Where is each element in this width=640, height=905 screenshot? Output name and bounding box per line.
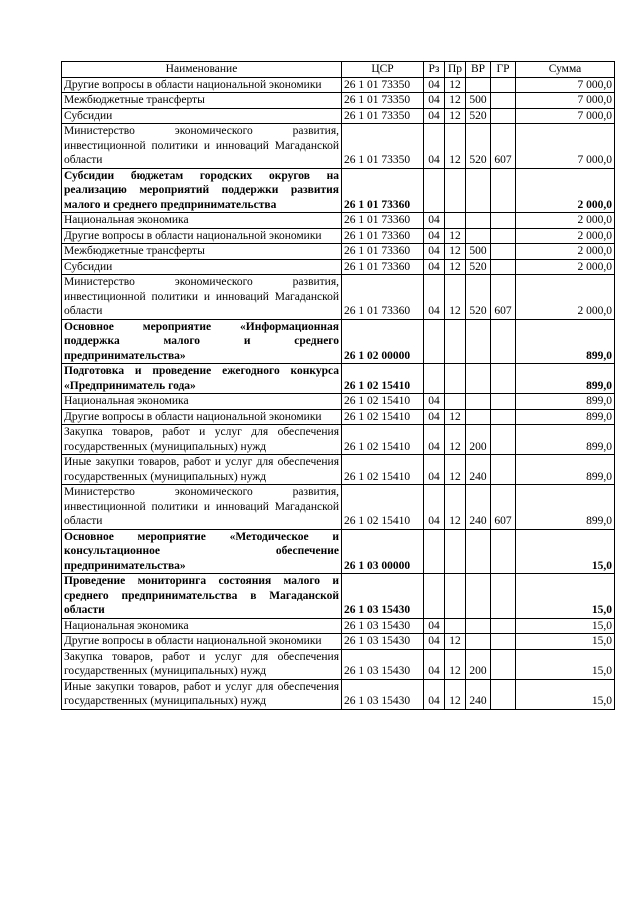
cell-csr: 26 1 02 15410 <box>342 455 424 485</box>
cell-gr <box>491 364 516 394</box>
cell-sum: 15,0 <box>516 649 615 679</box>
cell-rz: 04 <box>424 485 445 530</box>
cell-vr <box>466 574 491 619</box>
cell-sum: 15,0 <box>516 679 615 709</box>
cell-vr <box>466 529 491 574</box>
cell-sum: 7 000,0 <box>516 124 615 169</box>
header-sum: Сумма <box>516 62 615 78</box>
cell-sum: 7 000,0 <box>516 93 615 109</box>
cell-csr: 26 1 03 15430 <box>342 649 424 679</box>
table-row <box>62 213 615 229</box>
header-rz: Рз <box>424 62 445 78</box>
cell-name: Национальная экономика <box>62 213 342 229</box>
table-header-row <box>62 62 615 78</box>
cell-vr: 500 <box>466 244 491 260</box>
cell-vr <box>466 213 491 229</box>
cell-vr: 240 <box>466 679 491 709</box>
table-row <box>62 618 615 634</box>
cell-gr <box>491 618 516 634</box>
cell-sum: 2 000,0 <box>516 213 615 229</box>
header-csr: ЦСР <box>342 62 424 78</box>
cell-csr: 26 1 01 73360 <box>342 168 424 213</box>
cell-vr <box>466 364 491 394</box>
cell-sum: 15,0 <box>516 574 615 619</box>
cell-vr <box>466 228 491 244</box>
table-row <box>62 108 615 124</box>
cell-gr <box>491 634 516 650</box>
cell-rz: 04 <box>424 618 445 634</box>
cell-pr <box>445 618 466 634</box>
cell-pr: 12 <box>445 679 466 709</box>
cell-sum: 899,0 <box>516 425 615 455</box>
cell-vr: 200 <box>466 425 491 455</box>
table-row <box>62 228 615 244</box>
cell-name: Другие вопросы в области национальной экономики <box>62 409 342 425</box>
table-row <box>62 649 615 679</box>
cell-sum: 2 000,0 <box>516 244 615 260</box>
table-row <box>62 124 615 169</box>
cell-pr <box>445 394 466 410</box>
cell-gr <box>491 77 516 93</box>
table-row <box>62 319 615 364</box>
budget-table <box>61 61 615 710</box>
cell-pr <box>445 319 466 364</box>
cell-vr: 520 <box>466 275 491 320</box>
table-row <box>62 409 615 425</box>
cell-csr: 26 1 03 15430 <box>342 574 424 619</box>
table-row <box>62 574 615 619</box>
cell-vr <box>466 409 491 425</box>
table-row <box>62 634 615 650</box>
cell-name: Субсидии <box>62 259 342 275</box>
cell-gr <box>491 574 516 619</box>
cell-csr: 26 1 02 15410 <box>342 485 424 530</box>
cell-gr: 607 <box>491 485 516 530</box>
cell-pr <box>445 529 466 574</box>
table-row <box>62 275 615 320</box>
cell-name: Другие вопросы в области национальной экономики <box>62 634 342 650</box>
header-name: Наименование <box>62 62 342 78</box>
cell-csr: 26 1 01 73350 <box>342 124 424 169</box>
cell-rz <box>424 529 445 574</box>
cell-sum: 7 000,0 <box>516 77 615 93</box>
cell-sum: 899,0 <box>516 319 615 364</box>
cell-rz: 04 <box>424 679 445 709</box>
cell-csr: 26 1 02 00000 <box>342 319 424 364</box>
table-row <box>62 77 615 93</box>
cell-name: Министерство экономического развития, инвестиционной политики и инноваций Магаданской области <box>62 124 342 169</box>
cell-csr: 26 1 02 15410 <box>342 409 424 425</box>
cell-gr <box>491 93 516 109</box>
cell-rz: 04 <box>424 275 445 320</box>
cell-pr: 12 <box>445 409 466 425</box>
cell-sum: 2 000,0 <box>516 275 615 320</box>
cell-rz: 04 <box>424 93 445 109</box>
cell-vr: 520 <box>466 108 491 124</box>
table-row <box>62 394 615 410</box>
table-row <box>62 485 615 530</box>
cell-sum: 15,0 <box>516 618 615 634</box>
cell-name: Закупка товаров, работ и услуг для обеспечения государственных (муниципальных) нужд <box>62 425 342 455</box>
cell-pr: 12 <box>445 275 466 320</box>
cell-csr: 26 1 03 15430 <box>342 679 424 709</box>
cell-rz: 04 <box>424 409 445 425</box>
cell-pr <box>445 168 466 213</box>
cell-csr: 26 1 02 15410 <box>342 425 424 455</box>
cell-name: Другие вопросы в области национальной экономики <box>62 228 342 244</box>
cell-vr <box>466 394 491 410</box>
cell-rz: 04 <box>424 244 445 260</box>
cell-vr <box>466 319 491 364</box>
cell-rz: 04 <box>424 455 445 485</box>
cell-csr: 26 1 03 15430 <box>342 618 424 634</box>
cell-csr: 26 1 01 73350 <box>342 93 424 109</box>
cell-name: Подготовка и проведение ежегодного конкурса «Предприниматель года» <box>62 364 342 394</box>
cell-pr <box>445 364 466 394</box>
cell-pr <box>445 213 466 229</box>
cell-pr: 12 <box>445 77 466 93</box>
table-row <box>62 259 615 275</box>
cell-vr <box>466 77 491 93</box>
table-body <box>62 77 615 709</box>
cell-gr <box>491 679 516 709</box>
cell-vr: 200 <box>466 649 491 679</box>
cell-csr: 26 1 01 73360 <box>342 275 424 320</box>
cell-name: Межбюджетные трансферты <box>62 93 342 109</box>
cell-name: Межбюджетные трансферты <box>62 244 342 260</box>
table-row <box>62 364 615 394</box>
cell-gr <box>491 455 516 485</box>
cell-pr: 12 <box>445 455 466 485</box>
cell-csr: 26 1 02 15410 <box>342 394 424 410</box>
cell-vr <box>466 168 491 213</box>
cell-vr: 520 <box>466 124 491 169</box>
cell-pr: 12 <box>445 634 466 650</box>
cell-csr: 26 1 01 73360 <box>342 228 424 244</box>
cell-pr: 12 <box>445 244 466 260</box>
cell-vr <box>466 618 491 634</box>
cell-gr: 607 <box>491 275 516 320</box>
cell-pr: 12 <box>445 124 466 169</box>
cell-sum: 899,0 <box>516 485 615 530</box>
cell-name: Министерство экономического развития, инвестиционной политики и инноваций Магаданской области <box>62 485 342 530</box>
cell-sum: 2 000,0 <box>516 168 615 213</box>
cell-sum: 2 000,0 <box>516 259 615 275</box>
table-row <box>62 168 615 213</box>
cell-csr: 26 1 03 15430 <box>342 634 424 650</box>
cell-sum: 2 000,0 <box>516 228 615 244</box>
cell-gr <box>491 244 516 260</box>
cell-rz <box>424 364 445 394</box>
cell-rz: 04 <box>424 634 445 650</box>
cell-sum: 899,0 <box>516 394 615 410</box>
cell-name: Основное мероприятие «Методическое и консультационное обеспечение предпринимательства» <box>62 529 342 574</box>
header-pr: Пр <box>445 62 466 78</box>
cell-sum: 7 000,0 <box>516 108 615 124</box>
cell-sum: 899,0 <box>516 455 615 485</box>
cell-rz: 04 <box>424 649 445 679</box>
table-row <box>62 244 615 260</box>
cell-vr: 240 <box>466 455 491 485</box>
table-row <box>62 679 615 709</box>
cell-gr <box>491 168 516 213</box>
cell-vr: 520 <box>466 259 491 275</box>
cell-rz <box>424 319 445 364</box>
cell-name: Субсидии <box>62 108 342 124</box>
cell-pr: 12 <box>445 228 466 244</box>
cell-sum: 899,0 <box>516 364 615 394</box>
cell-name: Проведение мониторинга состояния малого и среднего предпринимательства в Магаданской области <box>62 574 342 619</box>
cell-rz: 04 <box>424 259 445 275</box>
table-row <box>62 455 615 485</box>
cell-pr: 12 <box>445 485 466 530</box>
cell-pr: 12 <box>445 108 466 124</box>
cell-gr <box>491 213 516 229</box>
cell-gr: 607 <box>491 124 516 169</box>
cell-pr: 12 <box>445 259 466 275</box>
cell-rz: 04 <box>424 394 445 410</box>
cell-gr <box>491 394 516 410</box>
cell-vr: 500 <box>466 93 491 109</box>
cell-gr <box>491 319 516 364</box>
cell-pr: 12 <box>445 425 466 455</box>
table-row <box>62 425 615 455</box>
cell-rz <box>424 168 445 213</box>
cell-rz: 04 <box>424 108 445 124</box>
cell-sum: 15,0 <box>516 529 615 574</box>
cell-gr <box>491 108 516 124</box>
cell-csr: 26 1 01 73360 <box>342 259 424 275</box>
cell-rz: 04 <box>424 425 445 455</box>
cell-pr: 12 <box>445 649 466 679</box>
cell-sum: 15,0 <box>516 634 615 650</box>
cell-name: Иные закупки товаров, работ и услуг для обеспечения государственных (муниципальных) нужд <box>62 455 342 485</box>
cell-rz: 04 <box>424 228 445 244</box>
cell-name: Министерство экономического развития, инвестиционной политики и инноваций Магаданской области <box>62 275 342 320</box>
cell-name: Национальная экономика <box>62 394 342 410</box>
cell-name: Национальная экономика <box>62 618 342 634</box>
cell-gr <box>491 409 516 425</box>
cell-csr: 26 1 01 73350 <box>342 108 424 124</box>
cell-vr <box>466 634 491 650</box>
cell-name: Основное мероприятие «Информационная поддержка малого и среднего предпринимательства» <box>62 319 342 364</box>
cell-name: Иные закупки товаров, работ и услуг для обеспечения государственных (муниципальных) нужд <box>62 679 342 709</box>
cell-rz: 04 <box>424 77 445 93</box>
cell-name: Другие вопросы в области национальной экономики <box>62 77 342 93</box>
cell-pr <box>445 574 466 619</box>
cell-name: Закупка товаров, работ и услуг для обеспечения государственных (муниципальных) нужд <box>62 649 342 679</box>
header-vr: ВР <box>466 62 491 78</box>
cell-csr: 26 1 03 00000 <box>342 529 424 574</box>
cell-rz: 04 <box>424 213 445 229</box>
cell-csr: 26 1 01 73360 <box>342 213 424 229</box>
header-gr: ГР <box>491 62 516 78</box>
cell-gr <box>491 649 516 679</box>
cell-gr <box>491 529 516 574</box>
cell-csr: 26 1 01 73350 <box>342 77 424 93</box>
cell-vr: 240 <box>466 485 491 530</box>
cell-gr <box>491 228 516 244</box>
cell-rz <box>424 574 445 619</box>
cell-rz: 04 <box>424 124 445 169</box>
cell-gr <box>491 259 516 275</box>
cell-csr: 26 1 02 15410 <box>342 364 424 394</box>
table-row <box>62 93 615 109</box>
cell-csr: 26 1 01 73360 <box>342 244 424 260</box>
cell-sum: 899,0 <box>516 409 615 425</box>
cell-name: Субсидии бюджетам городских округов на реализацию мероприятий поддержки развития малого и среднего предпринимательства <box>62 168 342 213</box>
table-row <box>62 529 615 574</box>
cell-gr <box>491 425 516 455</box>
cell-pr: 12 <box>445 93 466 109</box>
